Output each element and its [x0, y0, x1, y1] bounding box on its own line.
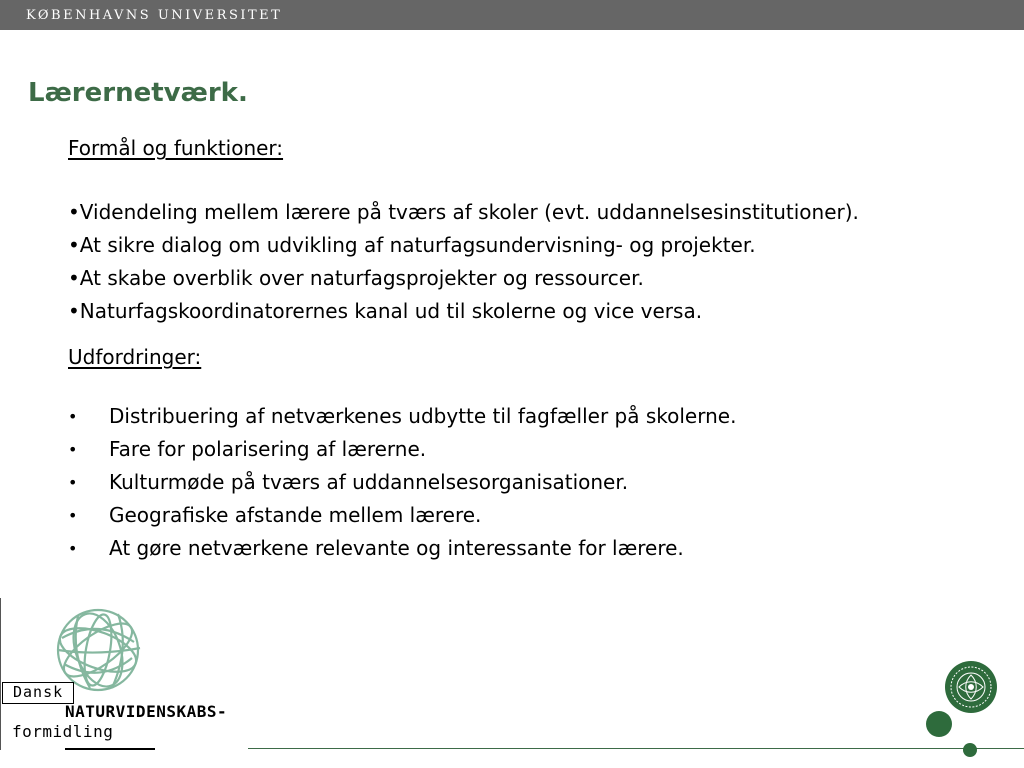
- decorative-dot-large: [926, 711, 952, 737]
- header-bar: [0, 0, 1024, 30]
- logo-formidling-label: formidling: [12, 722, 114, 741]
- purpose-item: •At skabe overblik over naturfagsprojekter og ressourcer.: [68, 266, 644, 290]
- decorative-dot-small: [963, 743, 977, 757]
- purposes-list: [68, 196, 859, 328]
- bullet-icon: •: [68, 473, 78, 492]
- bullet-icon: •: [68, 440, 78, 459]
- challenge-text: Kulturmøde på tværs af uddannelsesorganisationer.: [109, 470, 629, 494]
- challenge-item: [68, 499, 736, 532]
- challenges-list: [68, 400, 736, 565]
- purpose-item: •Videndeling mellem lærere på tværs af skoler (evt. uddannelsesinstitutioner).: [68, 200, 859, 224]
- university-seal-icon: [944, 660, 998, 714]
- challenges-heading: Udfordringer:: [68, 345, 202, 369]
- challenge-item: [68, 532, 736, 565]
- challenge-text: At gøre netværkene relevante og interessante for lærere.: [109, 536, 684, 560]
- purpose-item: •Naturfagskoordinatorernes kanal ud til skolerne og vice versa.: [68, 299, 703, 323]
- logo-underline: [65, 748, 155, 750]
- logo-naturvidenskabs-label: NATURVIDENSKABS-: [65, 702, 228, 721]
- challenge-item: [68, 433, 736, 466]
- challenge-item: [68, 400, 736, 433]
- purposes-heading: Formål og funktioner:: [68, 136, 284, 160]
- challenge-text: Fare for polarisering af lærerne.: [109, 437, 427, 461]
- challenge-text: Geografiske afstande mellem lærere.: [109, 503, 482, 527]
- bullet-icon: •: [68, 407, 78, 426]
- challenge-text: Distribuering af netværkenes udbytte til fagfæller på skolerne.: [109, 404, 737, 428]
- bullet-icon: •: [68, 506, 78, 525]
- challenge-item: [68, 466, 736, 499]
- bullet-icon: •: [68, 539, 78, 558]
- university-name: KØBENHAVNS UNIVERSITET: [26, 8, 283, 23]
- purpose-item: •At sikre dialog om udvikling af naturfagsundervisning- og projekter.: [68, 233, 756, 257]
- logo-dansk-label: Dansk: [2, 682, 74, 704]
- slide-title: Lærernetværk.: [28, 78, 248, 108]
- footer-divider: [248, 748, 1024, 749]
